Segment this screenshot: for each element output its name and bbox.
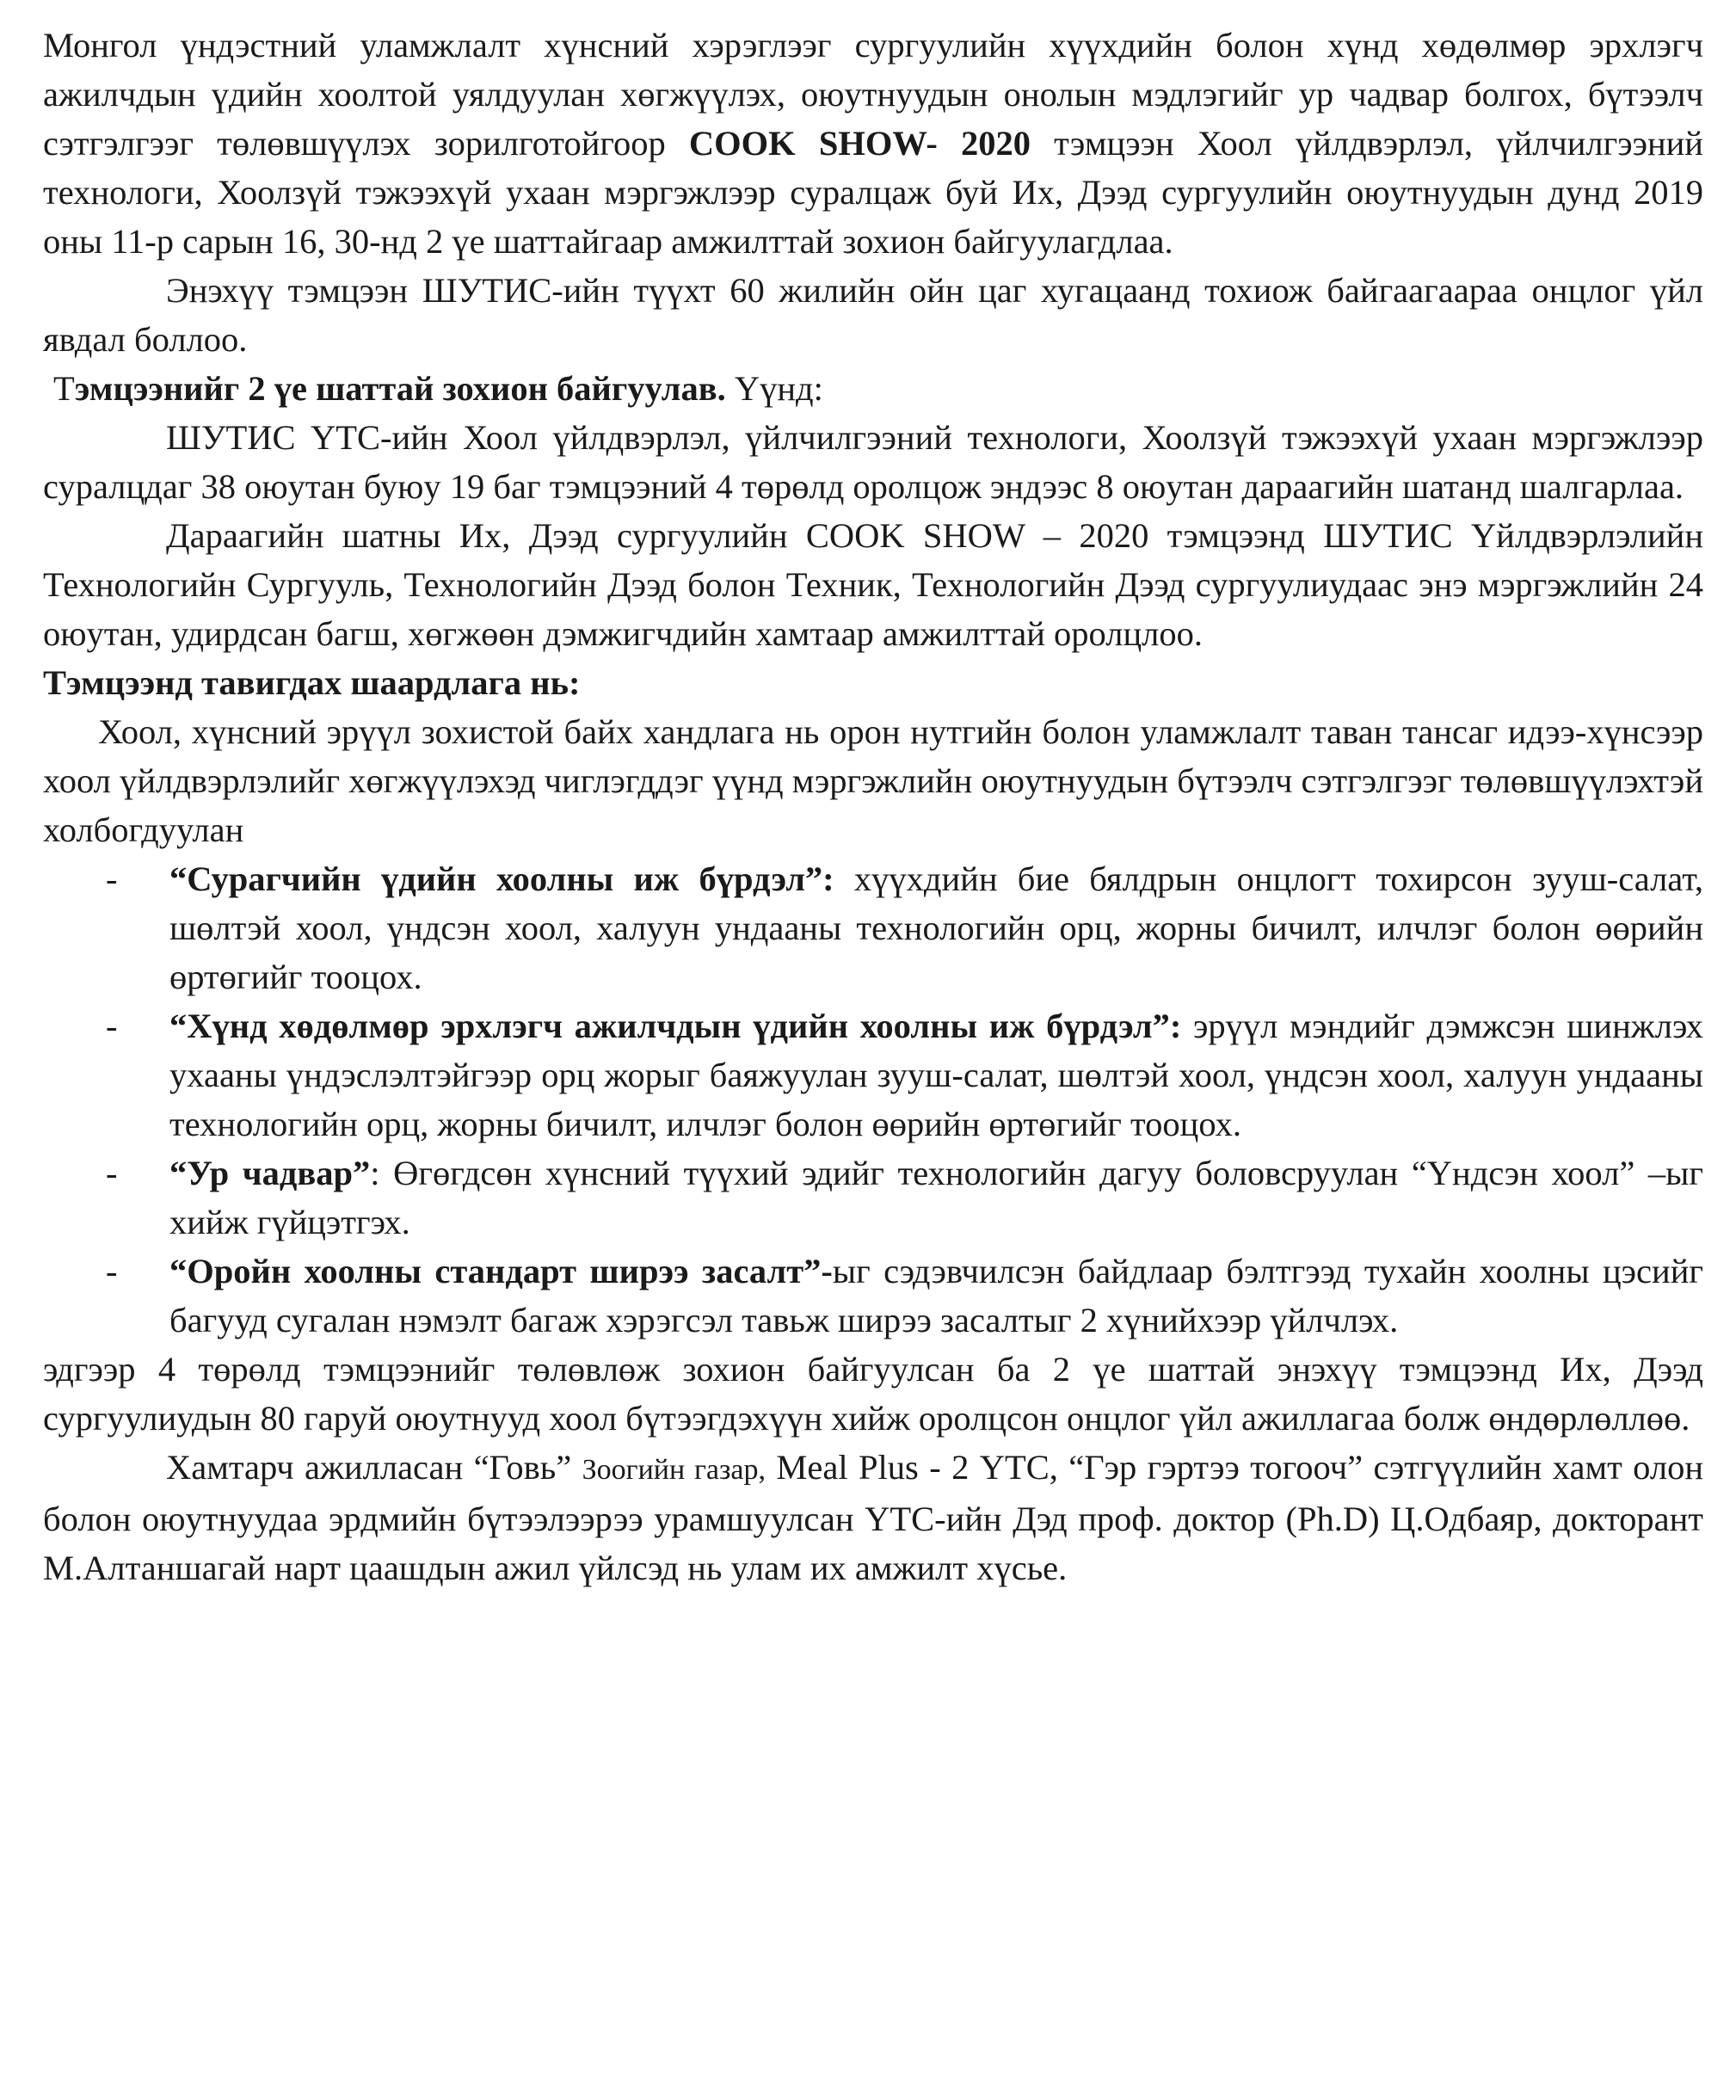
list-item [43, 1149, 1703, 1247]
list-item-title: “Оройн хоолны стандарт ширээ засалт”- [169, 1252, 833, 1290]
second-stage-paragraph: Дараагийн шатны Их, Дээд сургуулийн COOK SHOW – 2020 тэмцээнд ШУТИС Үйлдвэрлэлийн Технологийн Сургууль, Технологийн Дээд болон Техник, Технологийн Дээд сургуулиудаас энэ мэргэжлийн 24 оюутан, удирдсан багш, хөгжөөн дэмжигчдийн хамтаар амжилттай оролцлоо. [43, 516, 1703, 653]
list-item [43, 1001, 1703, 1149]
document-page [43, 21, 1703, 1592]
stages-lead-bold: эмцээнийг 2 үе шаттай зохион байгуулав. [74, 369, 726, 408]
requirements-list [43, 854, 1703, 1345]
list-item-text: ыг сэдэвчилсэн байдлаар бэлтгээд тухайн хоолны цэсийг багууд сугалан нэмэлт багаж хэрэгсэл тавьж ширээ засалтыг 2 хүнийхээр үйлчлэх. [169, 1252, 1703, 1339]
stages-lead-end: Үүнд: [725, 369, 823, 408]
stages-lead-first-letter: Т [53, 369, 75, 408]
list-item-title: “Ур чадвар” [169, 1154, 371, 1192]
anniversary-paragraph: Энэхүү тэмцээн ШУТИС-ийн түүхт 60 жилийн ойн цаг хугацаанд тохиож байгаагаараа онцлог үйл явдал боллоо. [43, 271, 1703, 359]
list-dash: - [106, 1252, 118, 1290]
summary-paragraph: эдгээр 4 төрөлд тэмцээнийг төлөвлөж зохион байгуулсан ба 2 үе шаттай энэхүү тэмцээнд Их, Дээд сургуулиудын 80 гаруй оюутнууд хоол бүтээгдэхүүн хийж оролцсон онцлог үйл ажиллагаа болж өндөрлөллөө. [43, 1350, 1703, 1438]
list-item-text: : Өгөгдсөн хүнсний түүхий эдийг технологийн дагуу боловсруулан “Үндсэн хоол” –ыг хийж гүйцэтгэх. [169, 1154, 1703, 1241]
list-item-text: эрүүл мэндийг дэмжсэн шинжлэх ухааны үндэслэлтэйгээр орц жорыг баяжуулан зууш-салат, шөлтэй хоол, үндсэн хоол, халуун ундааны технологийн орц, жорны бичилт, илчлэг болон өөрийн өртөгийг тооцох. [169, 1007, 1703, 1143]
list-item-text: хүүхдийн бие бялдрын онцлогт тохирсон зууш-салат, шөлтэй хоол, үндсэн хоол, халуун ундааны технологийн орц, жорны бичилт, илчлэг болон өөрийн өртөгийг тооцох. [169, 859, 1703, 996]
requirements-heading: Тэмцээнд тавигдах шаардлага нь: [43, 663, 581, 702]
intro-text-end: тэмцээн Хоол үйлдвэрлэл, үйлчилгээний технологи, Хоолзүй тэжээхүй ухаан мэргэжлээр суралцаж буй Их, Дээд сургуулийн оюутнуудын дунд 2019 оны 11-р сарын 16, 30-нд 2 үе шаттайгаар амжилттай зохион байгуулагдлаа. [43, 124, 1703, 261]
intro-text-start: Монгол үндэстний уламжлалт хүнсний хэрэглээг сургуулийн хүүхдийн болон хүнд хөдөлмөр эрхлэгч ажилчдын үдийн хоолтой уялдуулан хөгжүүлэх, оюутнуудын онолын мэдлэгийг ур чадвар болгох, бүтээлч сэтгэлгээг төлөвшүүлэх зорилготойгоор [43, 26, 1703, 163]
thanks-paragraph [43, 1443, 1703, 1592]
thanks-text-end: Meal Plus - 2 ҮТС, “Гэр гэртээ тогооч” сэтгүүлийн хамт олон болон оюутнуудаа эрдмийн бүтээлээрээ урамшуулсан ҮТС-ийн Дэд проф. доктор (Ph.D) Ц.Одбаяр, докторант М.Алтаншагай нарт цаашдын ажил үйлсэд нь улам их амжилт хүсье. [43, 1448, 1704, 1587]
requirements-intro: Хоол, хүнсний эрүүл зохистой байх хандлага нь орон нутгийн болон уламжлалт таван тансаг идээ-хүнсээр хоол үйлдвэрлэлийг хөгжүүлэхэд чиглэгддэг үүнд мэргэжлийн оюутнуудын бүтээлч сэтгэлгээг төлөвшүүлэхтэй холбогдуулан [43, 712, 1703, 849]
list-dash: - [106, 1154, 118, 1192]
list-dash: - [106, 859, 118, 898]
first-stage-paragraph: ШУТИС ҮТС-ийн Хоол үйлдвэрлэл, үйлчилгээний технологи, Хоолзүй тэжээхүй ухаан мэргэжлээр суралцдаг 38 оюутан буюу 19 баг тэмцээний 4 төрөлд оролцож эндээс 8 оюутан дараагийн шатанд шалгарлаа. [43, 418, 1703, 506]
thanks-text-small: Зоогийн газар, [582, 1454, 766, 1486]
list-dash: - [106, 1007, 118, 1045]
thanks-text-start: Хамтарч ажилласан “Говь” [166, 1448, 582, 1487]
list-item [43, 854, 1703, 1001]
stages-lead [43, 364, 1703, 413]
event-name: COOK SHOW- 2020 [688, 124, 1031, 163]
list-item [43, 1247, 1703, 1345]
list-item-title: “Хүнд хөдөлмөр эрхлэгч ажилчдын үдийн хоолны иж бүрдэл”: [169, 1007, 1182, 1045]
intro-paragraph [43, 21, 1703, 266]
list-item-title: “Сурагчийн үдийн хоолны иж бүрдэл”: [169, 859, 834, 898]
